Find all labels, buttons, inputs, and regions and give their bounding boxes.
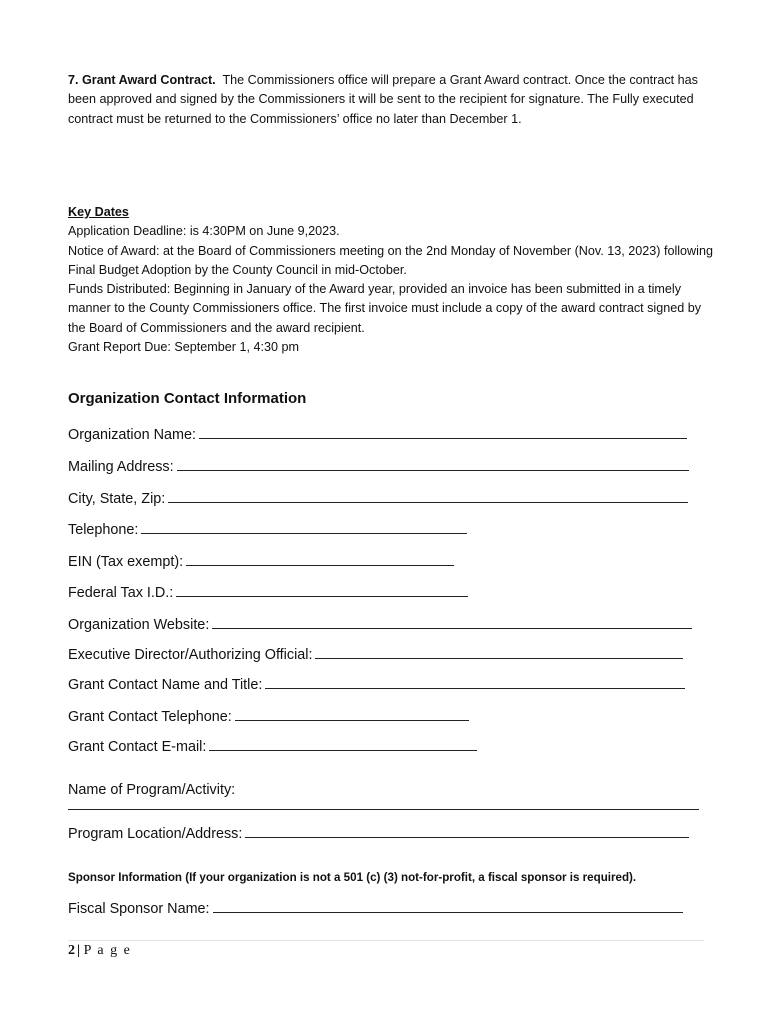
key-date-grant-report-due: Grant Report Due: September 1, 4:30 pm: [68, 340, 300, 355]
field-label: Name of Program/Activity:: [68, 782, 236, 798]
field-label: Fiscal Sponsor Name:: [68, 901, 210, 917]
fill-line[interactable]: [177, 457, 689, 471]
fill-line[interactable]: [315, 645, 683, 659]
field-federal-tax-id[interactable]: [68, 583, 468, 602]
field-executive-director[interactable]: [68, 645, 683, 664]
fill-line[interactable]: [141, 520, 467, 534]
page-word: P a g e: [83, 943, 132, 958]
sponsor-note: Sponsor Information (If your organization is not a 501 (c) (3) not-for-profit, a fiscal sponsor is required).: [68, 871, 637, 884]
field-label: Telephone:: [68, 522, 139, 538]
field-label: Grant Contact Telephone:: [68, 709, 232, 725]
field-city-state-zip[interactable]: [68, 489, 688, 508]
fill-line[interactable]: [265, 675, 685, 689]
field-grant-contact-email[interactable]: [68, 737, 477, 756]
field-grant-contact-name[interactable]: [68, 675, 685, 694]
fill-line[interactable]: [209, 737, 477, 751]
field-label: Mailing Address:: [68, 459, 174, 475]
field-fiscal-sponsor-name[interactable]: [68, 899, 683, 918]
field-label: Program Location/Address:: [68, 826, 243, 842]
field-program-location[interactable]: [68, 824, 689, 843]
field-telephone[interactable]: [68, 520, 467, 539]
page-number: 2: [68, 943, 75, 958]
fill-line[interactable]: [213, 899, 683, 913]
fill-line[interactable]: [176, 583, 468, 597]
field-label: Grant Contact Name and Title:: [68, 677, 263, 693]
fill-line[interactable]: [245, 824, 689, 838]
field-organization-name[interactable]: [68, 425, 687, 444]
field-label: Organization Website:: [68, 617, 210, 633]
key-date-notice-of-award: Notice of Award: at the Board of Commissioners meeting on the 2nd Monday of November (Nov. 13, 2023) following Final Budget Adoption by the County Council in mid-October.: [68, 243, 713, 277]
section-grant-award-contract: [68, 71, 708, 129]
key-date-application-deadline: Application Deadline: is 4:30PM on June 9,2023.: [68, 224, 340, 239]
field-mailing-address[interactable]: [68, 457, 689, 476]
fill-line[interactable]: [168, 489, 688, 503]
field-ein[interactable]: [68, 552, 454, 571]
section-heading: 7. Grant Award Contract.: [68, 73, 216, 87]
footer-rule: [68, 940, 704, 941]
fill-line[interactable]: [186, 552, 454, 566]
fill-line[interactable]: [235, 707, 469, 721]
fill-line[interactable]: [212, 615, 692, 629]
key-dates-block: [68, 203, 718, 357]
program-name-fill-line[interactable]: [68, 808, 699, 810]
field-organization-website[interactable]: [68, 615, 692, 634]
field-label: Organization Name:: [68, 427, 196, 443]
contact-section-title: Organization Contact Information: [68, 390, 307, 407]
fill-line[interactable]: [199, 425, 687, 439]
section-body: The Commissioners office will prepare a Grant Award contract. Once the contract has been approved and signed by the Commissioners it will be sent to the recipient for signature. The Fully executed contract must be returned to the Commissioners’ office no later than December 1.: [68, 73, 698, 126]
field-label: City, State, Zip:: [68, 491, 166, 507]
key-date-funds-distributed: Funds Distributed: Beginning in January of the Award year, provided an invoice has been submitted in a timely manner to the County Commissioners office. The first invoice must include a copy of the award contract signed by the Board of Commissioners and the award recipient.: [68, 282, 702, 335]
field-label: Federal Tax I.D.:: [68, 585, 174, 601]
field-label: Executive Director/Authorizing Official:: [68, 647, 313, 663]
footer-separator: |: [77, 943, 82, 958]
key-dates-heading: Key Dates: [68, 205, 129, 219]
page-footer: [68, 943, 131, 959]
field-label: EIN (Tax exempt):: [68, 554, 184, 570]
field-program-name: [68, 781, 238, 799]
field-grant-contact-telephone[interactable]: [68, 707, 469, 726]
field-label: Grant Contact E-mail:: [68, 739, 207, 755]
